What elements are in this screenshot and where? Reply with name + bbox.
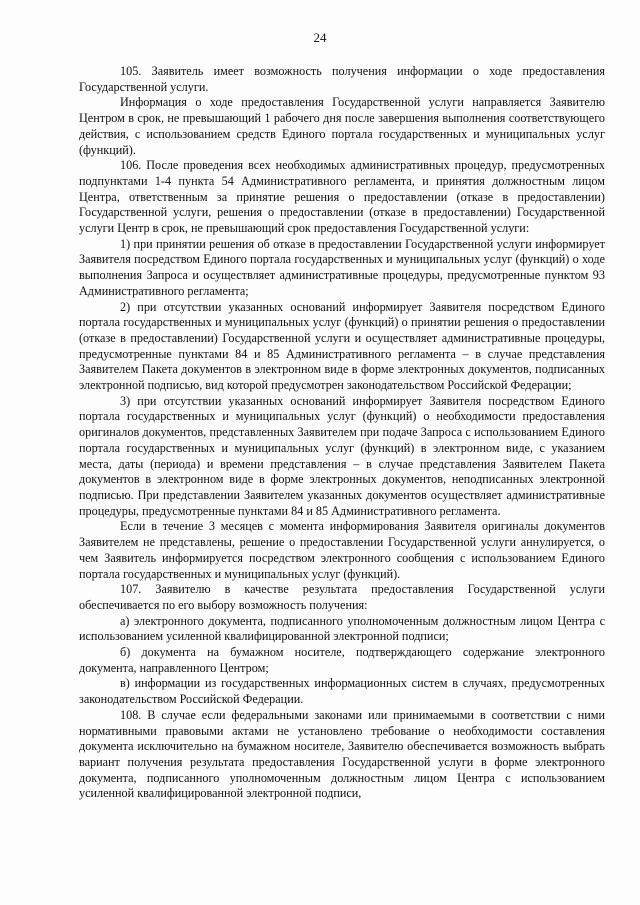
paragraph-107-item-a: а) электронного документа, подписанного уполномоченным должностным лицом Центра с использованием усиленной квалифицированной электронной подписи;: [79, 613, 605, 644]
paragraph-108: 108. В случае если федеральными законами или принимаемыми в соответствии с ними нормативными правовыми актами не установлено требование о необходимости составления документа исключительно на бумажном носителе, Заявителю обеспечивается возможность выбрать вариант получения результата предоставления Государственной услуги в форме электронного документа, подписанного уполномоченным должностным лицом Центра с использованием усиленной квалифицированной электронной подписи,: [79, 707, 605, 801]
paragraph-105: 105. Заявитель имеет возможность получения информации о ходе предоставления Государственной услуги.: [79, 64, 605, 94]
paragraph-106-item-3: 3) при отсутствии указанных оснований информирует Заявителя посредством Единого портала государственных и муниципальных услуг (функций) о необходимости предоставления оригиналов документов, представленных Заявителем при подаче Запроса с использованием Единого портала государственных и муниципальных услуг (функций) в электронном виде, с указанием места, даты (периода) и времени представления – в случае представления Заявителем Пакета документов в электронном виде в форме электронных документов, неподписанных электронной подписью. При представлении Заявителем указанных документов осуществляет административные процедуры, предусмотренные пунктами 84 и 85 Административного регламента.: [79, 393, 605, 518]
paragraph-107-item-b: б) документа на бумажном носителе, подтверждающего содержание электронного документа, направленного Центром;: [79, 645, 605, 675]
paragraph-106-item-2: 2) при отсутствии указанных оснований информирует Заявителя посредством Единого портала государственных и муниципальных услуг (функций) о принятии решения о предоставлении (отказе в предоставлении) Государственной услуги и осуществляет административные процедуры, предусмотренные пунктами 84 и 85 Административного регламента – в случае представления Заявителем Пакета документов в электронном виде в форме электронных документов, подписанных электронной подписью, вид которой предусмотрен законодательством Российской Федерации;: [79, 299, 605, 393]
paragraph-106: 106. После проведения всех необходимых административных процедур, предусмотренных подпунктами 1-4 пункта 54 Административного регламента, и принятия должностным лицом Центра, ответственным за принятие решения о предоставлении (отказе в предоставлении) Государственной услуги, решения о предоставлении (отказе в предоставлении) Государственной услуги Центр в срок, не превышающий срок предоставления Государственной услуги:: [79, 158, 605, 236]
paragraph-105-info: Информация о ходе предоставления Государственной услуги направляется Заявителю Центром в срок, не превышающий 1 рабочего дня после завершения выполнения соответствующего действия, с использованием средств Единого портала государственных и муниципальных услуг (функций).: [79, 95, 605, 157]
paragraph-107-item-v: в) информации из государственных информационных систем в случаях, предусмотренных законодательством Российской Федерации.: [79, 676, 605, 707]
document-body: [79, 64, 605, 802]
paragraph-106-annulment: Если в течение 3 месяцев с момента информирования Заявителя оригиналы документов Заявителем не представлены, решение о предоставлении Государственной услуги аннулируется, о чем Заявитель информируется посредством электронного сообщения с использованием Единого портала государственных и муниципальных услуг (функций).: [79, 519, 605, 581]
page-number: 24: [313, 30, 327, 45]
paragraph-106-item-1: 1) при принятии решения об отказе в предоставлении Государственной услуги информирует Заявителя посредством Единого портала государственных и муниципальных услуг (функций) о ходе выполнения Запроса и осуществляет административные процедуры, предусмотренные пунктом 93 Административного регламента;: [79, 236, 605, 298]
paragraph-107: 107. Заявителю в качестве результата предоставления Государственной услуги обеспечивается по его выбору возможность получения:: [79, 582, 605, 612]
